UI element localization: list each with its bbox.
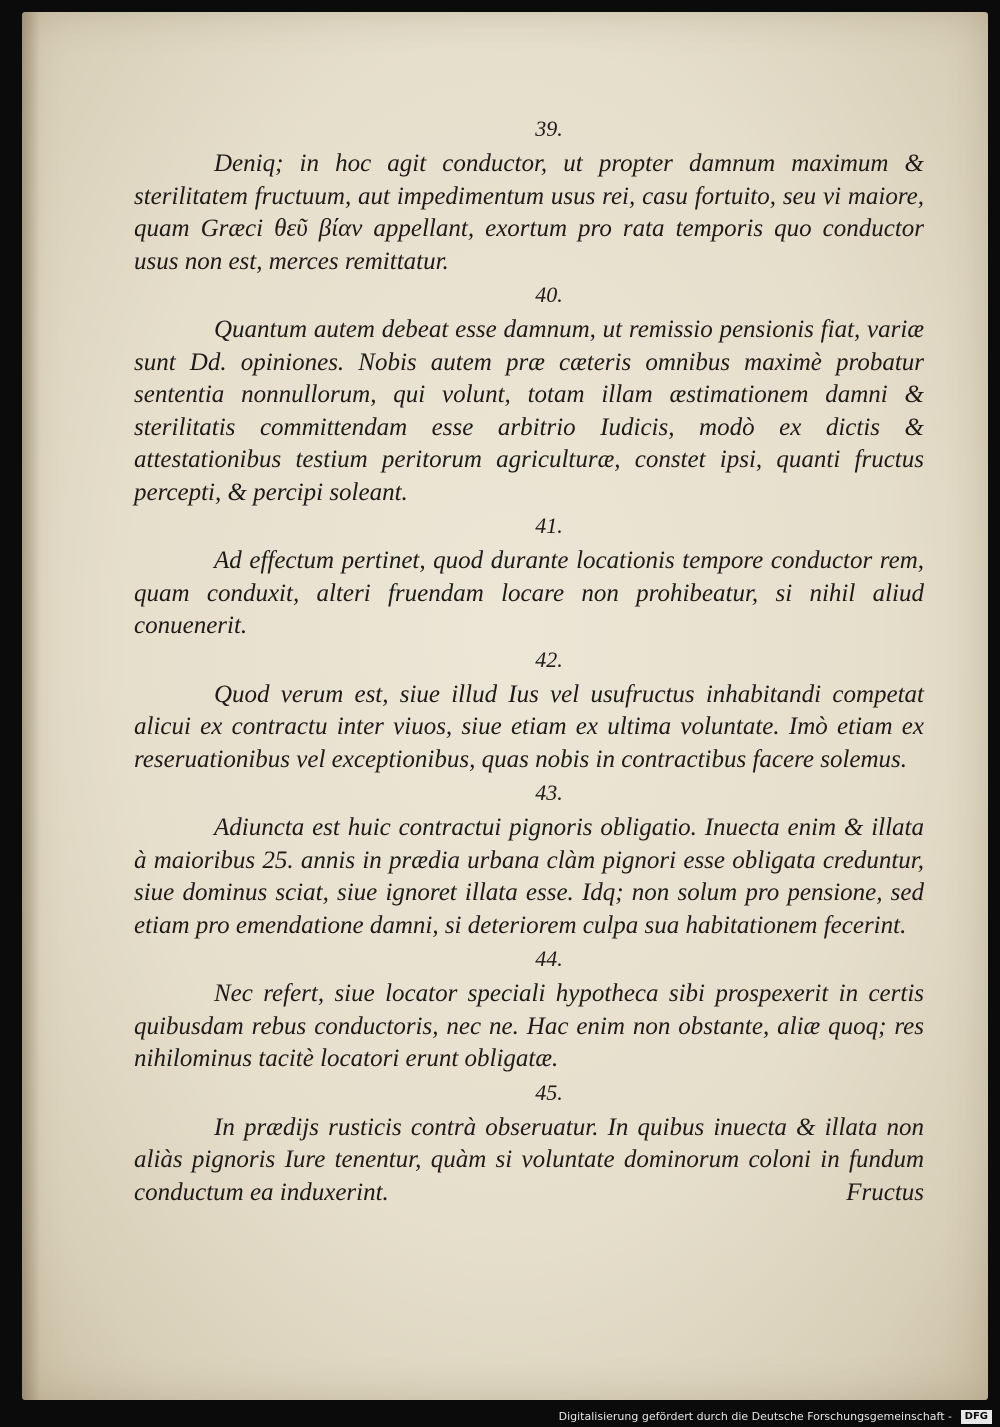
catchword: Fructus [846,1179,924,1206]
footer-credit: Digitalisierung gefördert durch die Deutsche Forschungsgemeinschaft - [558,1410,952,1423]
paragraph: Adiuncta est huic contractui pignoris obligatio. Inuecta enim & illata à maioribus 25. annis in prædia urbana clàm pignori esse obligata creduntur, siue dominus sciat, siue ignoret illata esse. Idq; non solum pro pensione, sed etiam pro emendatione damni, si deteriorem culpa sua habitationem fecerint. [134,814,924,939]
paragraph: Deniq; in hoc agit conductor, ut propter damnum maximum & sterilitatem fructuum, aut impedimentum usus rei, casu fortuito, seu vi maiore, quam Græci θεῦ βίαν appellant, exortum pro rata temporis quo conductor usus non est, merces remittatur. [134,150,924,275]
footer-bar [0,1405,1000,1427]
paragraph: Nec refert, siue locator speciali hypotheca sibi prospexerit in certis quibusdam rebus conductoris, nec ne. Hac enim non obstante, aliæ quoq; res nihilominus tacitè locatori erunt obligatæ. [134,980,924,1072]
section-number: 45. [535,1079,563,1105]
paragraph: Quod verum est, siue illud Ius vel usufructus inhabitandi competat alicui ex contractu inter viuos, siue etiam ex ultima voluntate. Imò etiam ex reseruationibus vel exceptionibus, quas nobis in contractibus facere solemus. [134,680,924,773]
section-number: 43. [535,780,563,805]
section-number: 42. [535,646,563,672]
section-number: 39. [535,116,563,141]
paragraph: Quantum autem debeat esse damnum, ut remissio pensionis fiat, variæ sunt Dd. opiniones. Nobis autem præ cæteris omnibus maximè probatur sententia nonnullorum, qui volunt, totam illam æstimationem damni & sterilitatis committendam esse arbitrio Iudicis, modò ex dictis & attestationibus testium peritorum agriculturæ, constet ipsi, quanti fructus percepti, & percipi soleant. [134,316,924,506]
dfg-logo-icon: DFG [961,1410,992,1424]
section-number: 44. [535,946,563,971]
section-number: 40. [535,282,563,307]
spine-shadow [22,12,40,1400]
page-text [134,112,924,1210]
book-page [22,12,988,1400]
paragraph: Ad effectum pertinet, quod durante locationis tempore conductor rem, quam conduxit, alteri fruendam locare non prohibeatur, si nihil aliud conuenerit. [134,547,924,639]
section-number: 41. [535,513,563,538]
paragraph: In prædijs rusticis contrà obseruatur. In quibus inuecta & illata non aliàs pignoris Iure tenentur, quàm si voluntate dominorum coloni in fundum conductum ea induxerint. [134,1113,924,1206]
